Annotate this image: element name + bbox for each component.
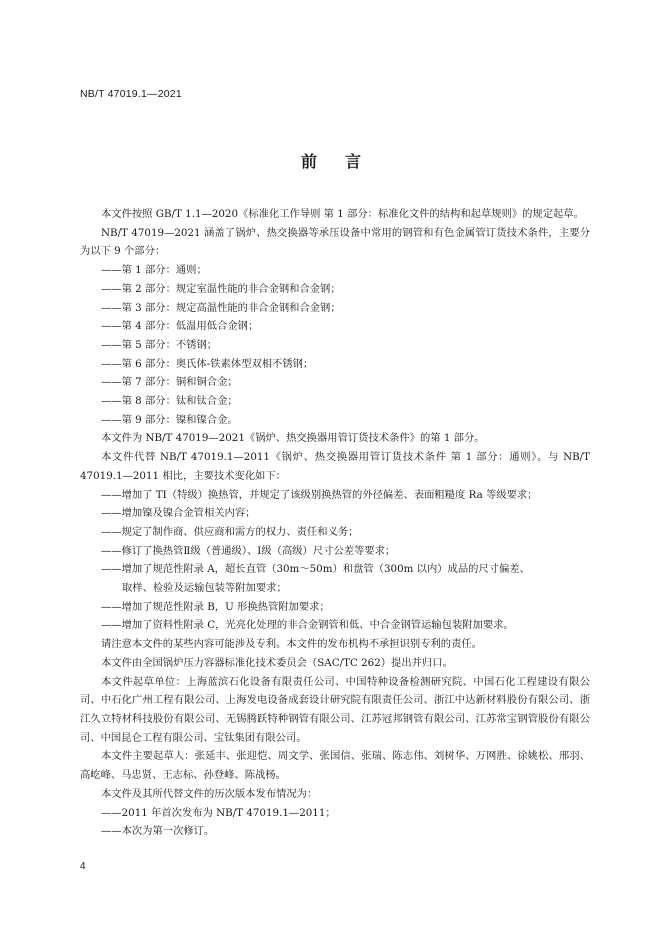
document-body [80, 205, 590, 841]
change-list-item-continuation: 取样、检验及运输包装等附加要求； [122, 582, 287, 595]
parts-list-item: ——第 7 部分：铜和铜合金； [101, 376, 238, 389]
change-list-item: ——增加了资料性附录 C，光亮化处理的非合金钢管和低、中合金钢管运输包装附加要求。 [101, 619, 514, 632]
proposer-paragraph: 本文件由全国锅炉压力容器标准化技术委员会（SAC/TC 262）提出并归口。 [101, 656, 453, 669]
change-list-item: ——增加了 TⅠ（特级）换热管，并规定了该级别换热管的外径偏差、表面粗糙度 Ra 等级要求； [101, 488, 538, 501]
page-number: 4 [80, 861, 86, 872]
history-list-item: ——2011 年首次发布为 NB/T 47019.1—2011； [101, 806, 336, 819]
parts-list-item: ——第 3 部分：规定高温性能的非合金钢和合金钢； [101, 301, 341, 314]
parts-list-item: ——第 1 部分：通则； [101, 264, 207, 277]
change-list-item: ——增加镍及镍合金管相关内容； [101, 507, 256, 520]
change-list-item: ——增加了规范性附录 B，U 形换热管附加要求； [101, 600, 330, 613]
drafters-paragraph: 本文件主要起草人：张延丰、张迎恺、周文学、张国信、张瑞、陈志伟、刘树华、万网胜、徐姚松、邢羽、高屹峰、马忠贤、王志标、孙登峰、陈战杨。 [80, 750, 590, 782]
parts-list-item: ——第 8 部分：钛和钛合金； [101, 395, 238, 408]
parts-list-item: ——第 4 部分：低温用低合金钢； [101, 320, 259, 333]
page-title: 前言 [300, 152, 389, 171]
patent-notice: 请注意本文件的某些内容可能涉及专利。本文件的发布机构不承担识别专利的责任。 [101, 638, 482, 651]
parts-list-item: ——第 6 部分：奥氏体-铁素体型双相不锈钢； [101, 357, 314, 370]
parts-list-item: ——第 5 部分：不锈钢； [101, 338, 218, 351]
drafting-units-paragraph: 本文件起草单位：上海蓝滨石化设备有限责任公司、中国特种设备检测研究院、中国石化工程建设有限公司、中石化广州工程有限公司、上海发电设备成套设计研究院有限责任公司、浙江中达新材料股份有限公司、浙江久立特材科技股份有限公司、无锡腾跃特种钢管有限公司、江苏冠邦钢管有限公司、江苏常宝钢管股份有限公司、中国昆仑工程有限公司、宝钛集团有限公司。 [80, 675, 590, 744]
intro-paragraph-drafting-rules: 本文件按照 GB/T 1.1—2020《标准化工作导则 第 1 部分：标准化文件的结构和起草规则》的规定起草。 [101, 208, 584, 220]
history-intro-paragraph: 本文件及其所代替文件的历次版本发布情况为： [101, 787, 318, 800]
replaces-paragraph: 本文件代替 NB/T 47019.1—2011《锅炉、热交换器用管订货技术条件 第 1 部分：通则》。与 NB/T 47019.1—2011 相比，主要技术变化如下： [80, 451, 590, 482]
parts-list-item: ——第 2 部分：规定室温性能的非合金钢和合金钢； [101, 282, 341, 295]
parts-list-item: ——第 9 部分：镍和镍合金。 [101, 413, 238, 426]
document-code-header: NB/T 47019.1—2021 [80, 88, 182, 100]
history-list-item: ——本次为第一次修订。 [101, 825, 215, 838]
change-list-item: ——规定了制作商、供应商和需方的权力、责任和义务； [101, 525, 359, 538]
change-list-item: ——修订了换热管Ⅱ级（普通级）、Ⅰ级（高级）尺寸公差等要求； [101, 544, 396, 557]
this-part-paragraph: 本文件为 NB/T 47019—2021《锅炉、热交换器用管订货技术条件》的第 1 部分。 [101, 432, 485, 445]
change-list-item: ——增加了规范性附录 A，超长直管（30m～50m）和盘管（300m 以内）成品的尺寸偏差、 [101, 563, 530, 576]
intro-paragraph-scope: NB/T 47019—2021 涵盖了锅炉、热交换器等承压设备中常用的钢管和有色金属管订货技术条件，主要分为以下 9 个部分： [80, 226, 590, 258]
